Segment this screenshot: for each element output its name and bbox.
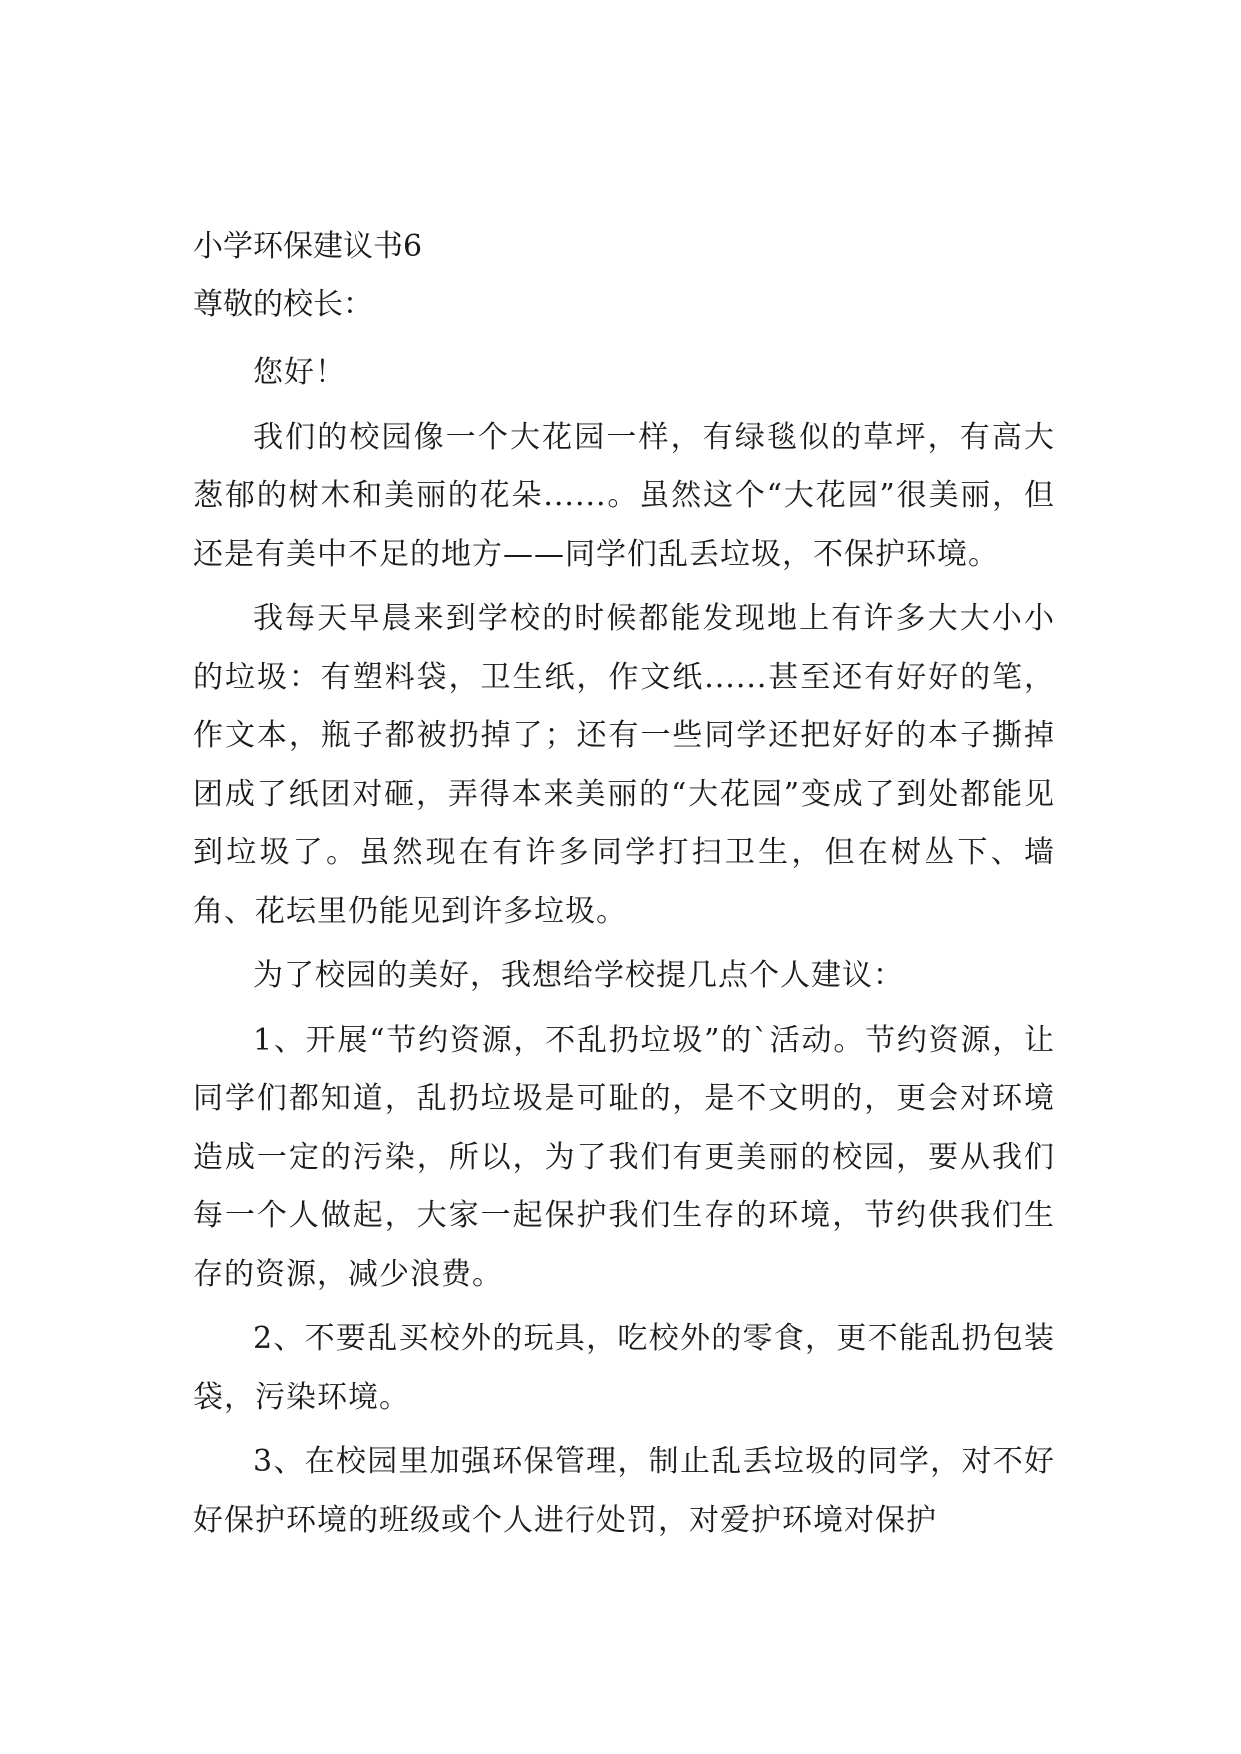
- greeting: 您好！: [253, 355, 346, 390]
- document-title: 小学环保建议书6: [193, 229, 423, 264]
- paragraph-1: 我们的校园像一个大花园一样，有绿毯似的草坪，有高大葱郁的树木和美丽的花朵......。虽然这个“大花园”很美丽，但还是有美中不足的地方——同学们乱丢垃圾，不保护环境。: [193, 419, 1055, 572]
- paragraph-6: 3、在校园里加强环保管理，制止乱丢垃圾的同学，对不好好保护环境的班级或个人进行处罚，对爱护环境对保护: [193, 1444, 1055, 1538]
- paragraph-4: 1、开展“节约资源，不乱扔垃圾”的`活动。节约资源，让同学们都知道，乱扔垃圾是可耻的，是不文明的，更会对环境造成一定的污染，所以，为了我们有更美丽的校园，要从我们每一个人做起，大家一起保护我们生存的环境，节约供我们生存的资源，减少浪费。: [193, 1022, 1055, 1292]
- document-page: [193, 218, 1055, 1550]
- paragraph-2: 我每天早晨来到学校的时候都能发现地上有许多大大小小的垃圾：有塑料袋，卫生纸，作文纸......甚至还有好好的笔，作文本，瓶子都被扔掉了；还有一些同学还把好好的本子撕掉团成了纸团对砸，弄得本来美丽的“大花园”变成了到处都能见到垃圾了。虽然现在有许多同学打扫卫生，但在树丛下、墙角、花坛里仍能见到许多垃圾。: [193, 601, 1055, 929]
- paragraph-5: 2、不要乱买校外的玩具，吃校外的零食，更不能乱扔包装袋，污染环境。: [193, 1321, 1055, 1415]
- salutation: 尊敬的校长：: [193, 287, 373, 322]
- paragraph-3: 为了校园的美好，我想给学校提几点个人建议：: [253, 958, 904, 993]
